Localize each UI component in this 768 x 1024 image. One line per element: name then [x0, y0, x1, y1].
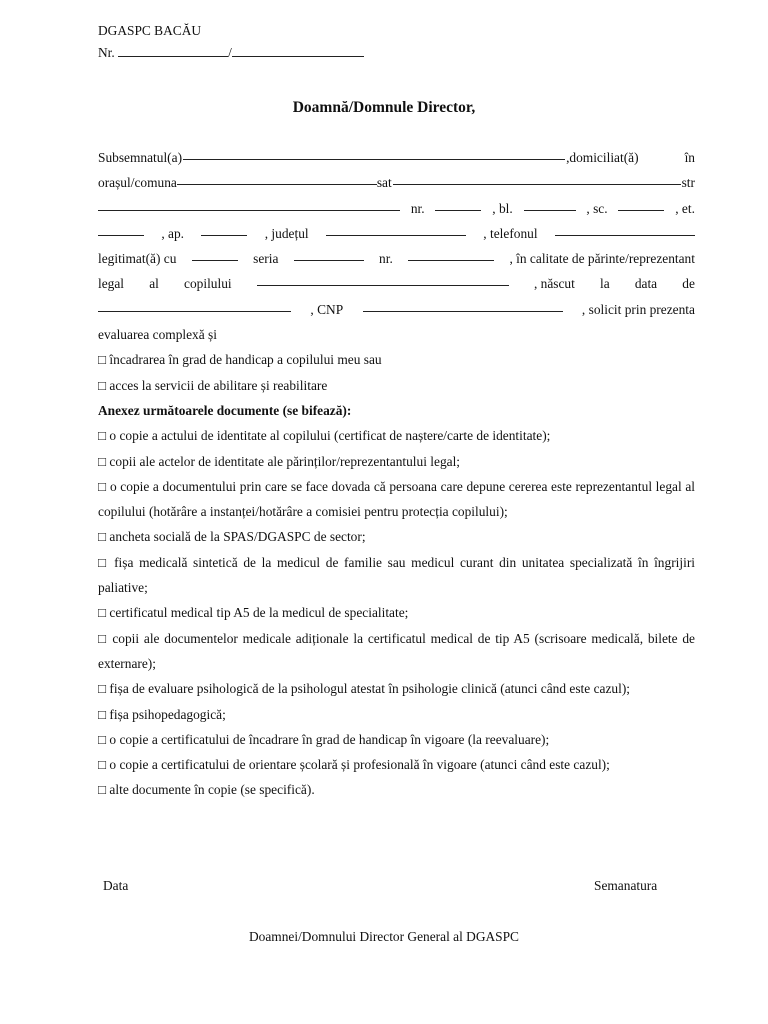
date-label: Data: [103, 878, 129, 893]
registration-number-line: Nr. /: [98, 42, 364, 64]
id-series-blank[interactable]: [294, 246, 364, 261]
form-line-8: evaluarea complexă și: [98, 327, 217, 343]
nr-blank[interactable]: [118, 42, 228, 57]
staircase-blank[interactable]: [618, 196, 664, 211]
form-line-6: legal al copilului , născut la data de: [98, 271, 695, 296]
request-body: [98, 145, 695, 803]
signature-label: Semanatura: [594, 878, 658, 893]
village-blank[interactable]: [393, 170, 681, 185]
child-name-blank[interactable]: [257, 271, 509, 286]
nr-date-blank[interactable]: [232, 42, 364, 57]
county-blank[interactable]: [326, 221, 466, 236]
city-blank[interactable]: [177, 170, 377, 185]
id-type-blank[interactable]: [192, 246, 238, 261]
cnp-blank[interactable]: [363, 297, 563, 312]
document-item[interactable]: □ fișa psihopedagogică;: [98, 706, 226, 722]
birth-date-blank[interactable]: [98, 297, 291, 312]
request-option-services[interactable]: □ acces la servicii de abilitare și reabilitare: [98, 377, 328, 393]
annex-heading: Anexez următoarele documente (se bifează):: [98, 402, 352, 418]
document-item[interactable]: □ fișa de evaluare psihologică de la psihologul atestat în psihologie clinică (atunci când este cazul);: [98, 681, 630, 697]
floor-blank[interactable]: [98, 221, 144, 236]
document-item[interactable]: □ ancheta socială de la SPAS/DGASPC de sector;: [98, 529, 366, 545]
form-line-5: legitimat(ă) cu seria nr. , în calitate de părinte/reprezentant: [98, 246, 695, 271]
form-line-7: , CNP , solicit prin prezenta: [98, 297, 695, 322]
request-option-handicap[interactable]: □ încadrarea în grad de handicap a copilului meu sau: [98, 352, 382, 368]
salutation-title: Doamnă/Domnule Director,: [292, 99, 476, 116]
form-line-2: orașul/comuna sat str: [98, 170, 695, 195]
recipient-line: Doamnei/Domnului Director General al DGASPC: [249, 929, 519, 944]
document-item[interactable]: □ fișa medicală sintetică de la medicul de familie sau medicul curant din unitatea specializată în îngrijiri paliative;: [98, 554, 695, 596]
street-blank[interactable]: [98, 196, 400, 211]
document-item[interactable]: □ copii ale documentelor medicale adiționale la certificatul medical de tip A5 (scrisoare medicală, bilete de externare);: [98, 630, 695, 671]
form-line-1: Subsemnatul(a) ,domiciliat(ă) în: [98, 145, 695, 170]
phone-blank[interactable]: [555, 221, 695, 236]
document-item[interactable]: □ alte documente în copie (se specifică).: [98, 782, 315, 798]
street-number-blank[interactable]: [435, 196, 481, 211]
document-item[interactable]: □ o copie a certificatului de încadrare în grad de handicap în vigoare (la reevaluare);: [98, 731, 550, 747]
document-item[interactable]: □ copii ale actelor de identitate ale părinților/reprezentantului legal;: [98, 453, 461, 469]
block-blank[interactable]: [524, 196, 576, 211]
document-item[interactable]: □ o copie a documentului prin care se face dovada că persoana care depune cererea este reprezentantul legal al copilului (hotărâre a instanței/hotărâre a comisiei pentru protecția copilului);: [98, 478, 695, 520]
form-line-4: , ap. , județul , telefonul: [98, 221, 695, 246]
document-header: [98, 20, 364, 64]
document-item[interactable]: □ o copie a certificatului de orientare școlară și profesională în vigoare (atunci când este cazul);: [98, 757, 610, 773]
document-item[interactable]: □ o copie a actului de identitate al copilului (certificat de naștere/carte de identitate);: [98, 428, 551, 444]
document-item[interactable]: □ certificatul medical tip A5 de la medicul de specialitate;: [98, 605, 409, 621]
name-blank[interactable]: [183, 145, 565, 160]
institution-name: DGASPC BACĂU: [98, 23, 202, 38]
id-number-blank[interactable]: [408, 246, 494, 261]
apartment-blank[interactable]: [201, 221, 247, 236]
form-line-3: nr. , bl. , sc. , et.: [98, 196, 695, 221]
